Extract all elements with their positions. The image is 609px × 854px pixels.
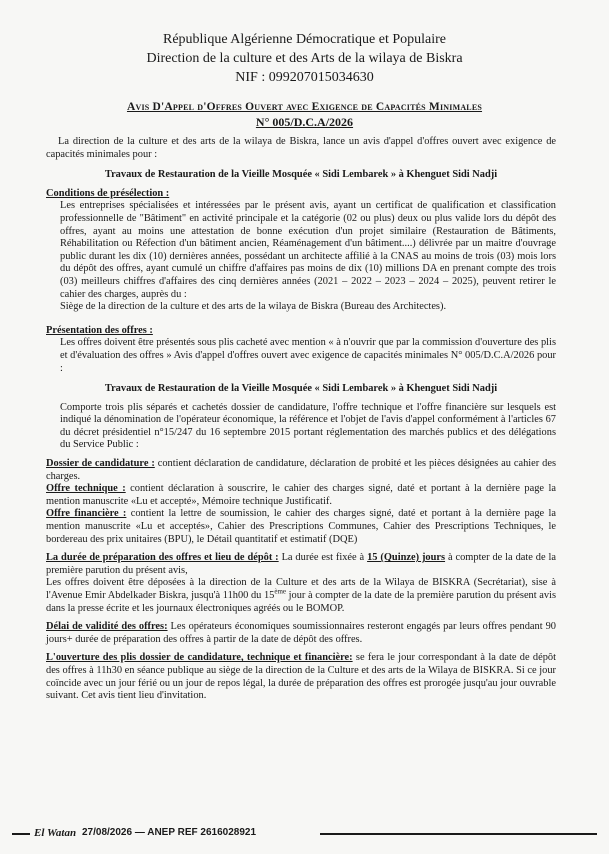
header-republic: République Algérienne Démocratique et Populaire [162, 32, 447, 47]
project-title-repeat: Travaux de Restauration de la Vieille Mosquée « Sidi Lembarek » à Khenguet Sidi Nadji [104, 383, 498, 395]
offre-financiere-label: Offre financière : [46, 508, 127, 520]
presentation-heading: Présentation des offres : [46, 324, 153, 336]
duree-text-a: La durée est fixée à [278, 552, 368, 564]
duree-text-b: à compter de la date de la première parution du présent avis, [46, 552, 556, 576]
duree-paragraph [46, 552, 556, 577]
dossier-paragraph [46, 458, 556, 483]
footer-rule [320, 833, 597, 835]
validite-label: Délai de validité des offres: [46, 621, 168, 633]
offre-financiere-text: contient la lettre de soumission, le cahier des charges signé, daté et portant à la dernière page la mention manuscrite «Lu et acceptés», Cahier des Prescriptions Communes, Cahier des Prescriptions Techniques, le bordereau des prix unitaires (BPU), le Détail quantitatif et estimatif (DQE) [46, 508, 556, 545]
offre-financiere-paragraph [46, 508, 556, 546]
depot-paragraph [46, 577, 556, 615]
intro-paragraph: La direction de la culture et des arts de la wilaya de Biskra, lance un avis d'appel d'offres ouvert avec exigence de capacités minimales pour : [46, 136, 556, 160]
header [0, 30, 609, 87]
depot-sup: ème [274, 587, 287, 596]
preselection-location: Siège de la direction de la culture et des arts de la wilaya de Biskra (Bureau des Architectes). [60, 301, 447, 313]
offre-technique-text: contient déclaration à souscrire, le cahier des charges signé, daté et portant à la dernière page la mention manuscrite «Lu et accepté», Mémoire technique Justificatif. [46, 483, 556, 507]
validite-paragraph [46, 621, 556, 646]
ouverture-text: se fera le jour correspondant à la date de dépôt des offres à 11h30 en séance publique au siège de la direction de la Culture et des arts de la Wilaya de BISKRA. Si ce jour coïncide avec un jour férié ou un jour de repos légal, la durée de préparation des offres est prorogée jusqu'au jour ouvrable suivant. Cet avis tient lieu d'invitation. [46, 652, 556, 702]
notice-body [46, 136, 556, 703]
header-direction: Direction de la culture et des Arts de la wilaya de Biskra [146, 51, 463, 66]
presentation-text: Les offres doivent être présentés sous plis cacheté avec mention « à n'ouvrir que par la commission d'ouverture des plis et d'évaluation des offres » Avis d'appel d'offres ouvert avec exigence de capacités minimales N° 005/D.C.A/2026 pour : [60, 337, 556, 374]
footer [12, 824, 597, 842]
title-block [0, 100, 609, 130]
footer-ref: 27/08/2026 — ANEP REF 2616028921 [82, 827, 257, 838]
validite-text: Les opérateurs économiques soumissionnaires resteront engagés par leurs offres pendant 90 jours+ durée de préparation des offres à partir de la date de dépôt des offres. [46, 621, 556, 645]
project-title: Travaux de Restauration de la Vieille Mosquée « Sidi Lembarek » à Khenguet Sidi Nadji [104, 169, 498, 181]
footer-bar-left [12, 833, 30, 835]
preselection-heading: Conditions de présélection : [46, 187, 170, 199]
dossier-text: contient déclaration de candidature, déclaration de probité et les pièces désignées au cahier des charges. [46, 458, 557, 482]
depot-text-2: jour à compter de la date de la première parution du présent avis dans la presse écrite et les journaux électroniques agréés ou le BOMOP. [46, 590, 556, 614]
dossier-label: Dossier de candidature : [46, 458, 155, 470]
preselection-text: Les entreprises spécialisées et intéressées par le présent avis, ayant un certificat de qualification et classification professionnelle de "Bâtiment" en activité principale et la catégorie (02 ou plus) deux ou plus valide lors du dépôt des offres, ayant au moins une attestation de bonne exécution d'un projet similaire (Restauration de Bâtiments, Réhabilitation ou Réfection d'un bâtiment ancien, Réaménagement d'un bâtiment....) délivrée par un maitre d'ouvrage public durant les dix (10) dernières années, possédant un architecte affilié à la CNAS au moins de trois (03) mois lors du dépôt des offres, ayant cumulé un chiffre d'affaires pas moins de dix (10) millions DA en prenant compte des trois (03) meilleurs chiffres d'affaires des cinq dernières années (2021 – 2022 – 2023 – 2024 – 2025), peuvent retirer le cahier des charges, auprès du : [60, 200, 556, 300]
plis-paragraph: Comporte trois plis séparés et cachetés dossier de candidature, l'offre technique et l'offre financière sur lesquels est indiqué la dénomination de l'opérateur économique, la référence et l'objet de l'avis d'appel conformément à l'articles 67 du décret présidentiel n°15/247 du 16 septembre 2015 portant réglementation des marchés publics et des délégations du Service Public : [60, 401, 556, 451]
ouverture-label: L'ouverture des plis dossier de candidature, technique et financière: [46, 652, 353, 664]
ouverture-paragraph [46, 652, 556, 702]
depot-text-1: Les offres doivent être déposées à la direction de la Culture et des arts de la Wilaya de BISKRA (Secrétariat), sise à l'Avenue Emir Abdelkader Biskra, jusqu'à 11h00 du 15 [46, 577, 556, 601]
offre-technique-paragraph [46, 483, 556, 508]
duree-highlight: 15 (Quinze) jours [367, 552, 446, 564]
notice-title: Avis D'Appel d'Offres Ouvert avec Exigence de Capacités Minimales [126, 101, 483, 113]
offre-technique-label: Offre technique : [46, 483, 126, 495]
header-nif: NIF : 099207015034630 [235, 70, 374, 85]
footer-brand: El Watan [34, 827, 77, 839]
duree-label: La durée de préparation des offres et lieu de dépôt : [46, 552, 279, 564]
notice-number: N° 005/D.C.A/2026 [255, 115, 354, 129]
